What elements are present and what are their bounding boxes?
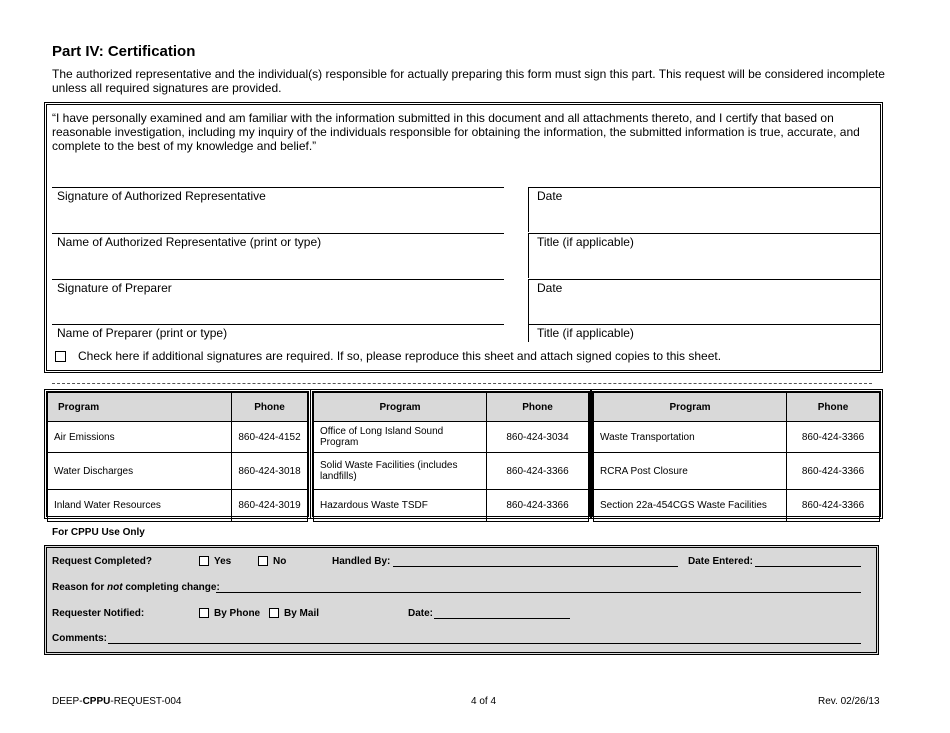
program-header: Program (594, 393, 787, 422)
title2-line[interactable] (528, 324, 880, 325)
table-row (594, 422, 880, 453)
program-cell: Hazardous Waste TSDF (314, 490, 487, 522)
program-cell: RCRA Post Closure (594, 453, 787, 490)
name-auth-line[interactable] (52, 233, 504, 234)
handled-by-label: Handled By: (332, 556, 391, 567)
by-phone-checkbox[interactable] (199, 608, 209, 618)
name-prep-label: Name of Preparer (print or type) (57, 326, 228, 340)
phone-header: Phone (487, 393, 589, 422)
signature-prep-label: Signature of Preparer (57, 281, 172, 295)
by-phone-label: By Phone (214, 608, 261, 619)
divider (528, 233, 529, 278)
reason-field[interactable] (216, 592, 861, 593)
phone-cell: 860-424-3018 (232, 453, 308, 490)
phone-cell: 860-424-3366 (487, 453, 589, 490)
table-row (314, 453, 589, 490)
program-cell: Water Discharges (48, 453, 232, 490)
program-cell: Office of Long Island Sound Program (314, 422, 487, 453)
program-cell: Inland Water Resources (48, 490, 232, 522)
reason-label: Reason for not completing change: (52, 582, 220, 593)
program-header: Program (48, 393, 232, 422)
by-mail-label: By Mail (284, 608, 320, 619)
table-row (594, 490, 880, 522)
program-cell: Section 22a-454CGS Waste Facilities (594, 490, 787, 522)
yes-label: Yes (214, 556, 232, 567)
divider (528, 324, 529, 342)
part-intro: The authorized representative and the individual(s) responsible for actually preparing this form must sign this part. This request will be considered incomplete unless all required signatures are provided. (52, 67, 885, 95)
table-row (48, 490, 308, 522)
date-entered-field[interactable] (755, 566, 861, 567)
signature-auth-line[interactable] (52, 187, 504, 188)
phone-cell: 860-424-3019 (232, 490, 308, 522)
date1-line[interactable] (528, 187, 880, 188)
comments-field[interactable] (108, 643, 861, 644)
request-completed-label: Request Completed? (52, 556, 153, 567)
phone-cell: 860-424-3034 (487, 422, 589, 453)
form-number: DEEP-CPPU-REQUEST-004 (52, 696, 182, 707)
name-auth-label: Name of Authorized Representative (print or type) (57, 235, 322, 249)
program-cell: Waste Transportation (594, 422, 787, 453)
phone-cell: 860-424-3366 (787, 490, 880, 522)
by-mail-checkbox[interactable] (269, 608, 279, 618)
signature-auth-label: Signature of Authorized Representative (57, 189, 266, 203)
phone-cell: 860-424-4152 (232, 422, 308, 453)
program-cell: Air Emissions (48, 422, 232, 453)
date1-label: Date (537, 189, 563, 203)
table-row (594, 453, 880, 490)
program-header: Program (314, 393, 487, 422)
phone-header: Phone (787, 393, 880, 422)
divider (528, 187, 529, 232)
date2-label: Date (537, 281, 563, 295)
phone-cell: 860-424-3366 (787, 422, 880, 453)
program-table-1 (47, 392, 308, 522)
table-row (48, 453, 308, 490)
notified-date-field[interactable] (434, 618, 570, 619)
notified-date-label: Date: (408, 608, 434, 619)
additional-signatures-checkbox[interactable] (55, 351, 66, 362)
table-row (48, 422, 308, 453)
comments-label: Comments: (52, 633, 108, 644)
phone-cell: 860-424-3366 (487, 490, 589, 522)
no-label: No (273, 556, 287, 567)
table-row (314, 422, 589, 453)
yes-checkbox[interactable] (199, 556, 209, 566)
title1-label: Title (if applicable) (537, 235, 634, 249)
name-prep-line[interactable] (52, 324, 504, 325)
revision-date: Rev. 02/26/13 (818, 696, 880, 707)
requester-notified-label: Requester Notified: (52, 608, 145, 619)
page-number: 4 of 4 (471, 696, 497, 707)
part-title: Part IV: Certification (52, 43, 196, 60)
table-row (314, 490, 589, 522)
cppu-heading: For CPPU Use Only (52, 527, 145, 538)
phone-header: Phone (232, 393, 308, 422)
title2-label: Title (if applicable) (537, 326, 634, 340)
no-checkbox[interactable] (258, 556, 268, 566)
title1-line[interactable] (528, 233, 880, 234)
certification-statement: “I have personally examined and am familiar with the information submitted in this document and all attachments thereto, and I certify that based on reasonable investigation, including my inquiry of the individuals responsible for obtaining the information, the submitted information is true, accurate, and complete to the best of my knowledge and belief.” (52, 111, 860, 153)
date2-line[interactable] (528, 279, 880, 280)
phone-cell: 860-424-3366 (787, 453, 880, 490)
cppu-box (44, 545, 879, 655)
additional-signatures-label: Check here if additional signatures are required. If so, please reproduce this sheet and attach signed copies to this sheet. (78, 349, 722, 363)
cut-line (52, 383, 872, 384)
signature-prep-line[interactable] (52, 279, 504, 280)
handled-by-field[interactable] (393, 566, 678, 567)
program-table-2 (313, 392, 589, 522)
divider (528, 279, 529, 324)
program-table-3 (593, 392, 880, 522)
program-cell: Solid Waste Facilities (includes landfills) (314, 453, 487, 490)
date-entered-label: Date Entered: (688, 556, 754, 567)
